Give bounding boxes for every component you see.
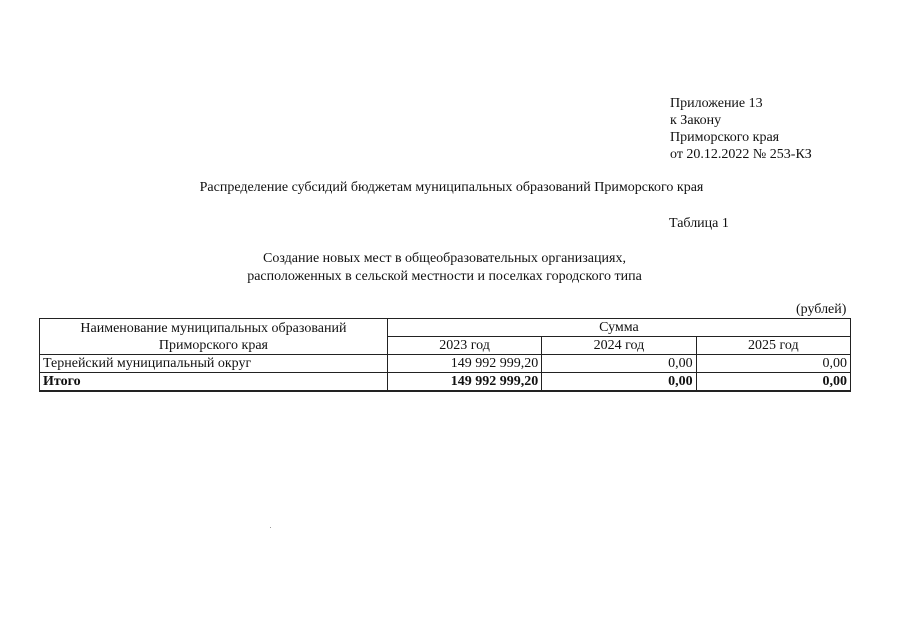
header-row-1 <box>40 319 851 337</box>
total-value-2024: 0,00 <box>542 373 696 392</box>
header-year-2025: 2025 год <box>696 337 850 355</box>
row-value-2025: 0,00 <box>696 355 850 373</box>
appendix-line-4: от 20.12.2022 № 253-КЗ <box>670 147 812 162</box>
subtitle-line-2: расположенных в сельской местности и поселках городского типа <box>247 269 642 284</box>
header-municipality-line-2: Приморского края <box>158 337 268 353</box>
document-title-text: Распределение субсидий бюджетам муниципальных образований Приморского края <box>199 180 704 195</box>
appendix-block <box>670 95 812 163</box>
table-label: Таблица 1 <box>669 216 729 231</box>
subtitle-line-1: Создание новых мест в общеобразовательных организациях, <box>263 251 626 266</box>
document-title <box>0 180 905 196</box>
header-municipality-line-1: Наименование муниципальных образований <box>80 320 347 336</box>
appendix-line-3: Приморского края <box>670 130 780 145</box>
header-municipality <box>40 319 388 355</box>
header-sum: Сумма <box>387 319 850 337</box>
scan-speck <box>270 527 271 528</box>
row-value-2023: 149 992 999,20 <box>387 355 541 373</box>
total-label: Итого <box>40 373 388 392</box>
row-value-2024: 0,00 <box>542 355 696 373</box>
total-row <box>40 373 851 392</box>
table-subtitle <box>0 250 905 286</box>
table-row <box>40 355 851 373</box>
total-value-2025: 0,00 <box>696 373 850 392</box>
row-municipality-name: Тернейский муниципальный округ <box>40 355 388 373</box>
header-year-2023: 2023 год <box>387 337 541 355</box>
appendix-line-1: Приложение 13 <box>670 96 763 111</box>
header-year-2024: 2024 год <box>542 337 696 355</box>
unit-label: (рублей) <box>796 302 847 317</box>
appendix-line-2: к Закону <box>670 113 722 128</box>
subsidy-table <box>39 318 851 392</box>
total-value-2023: 149 992 999,20 <box>387 373 541 392</box>
